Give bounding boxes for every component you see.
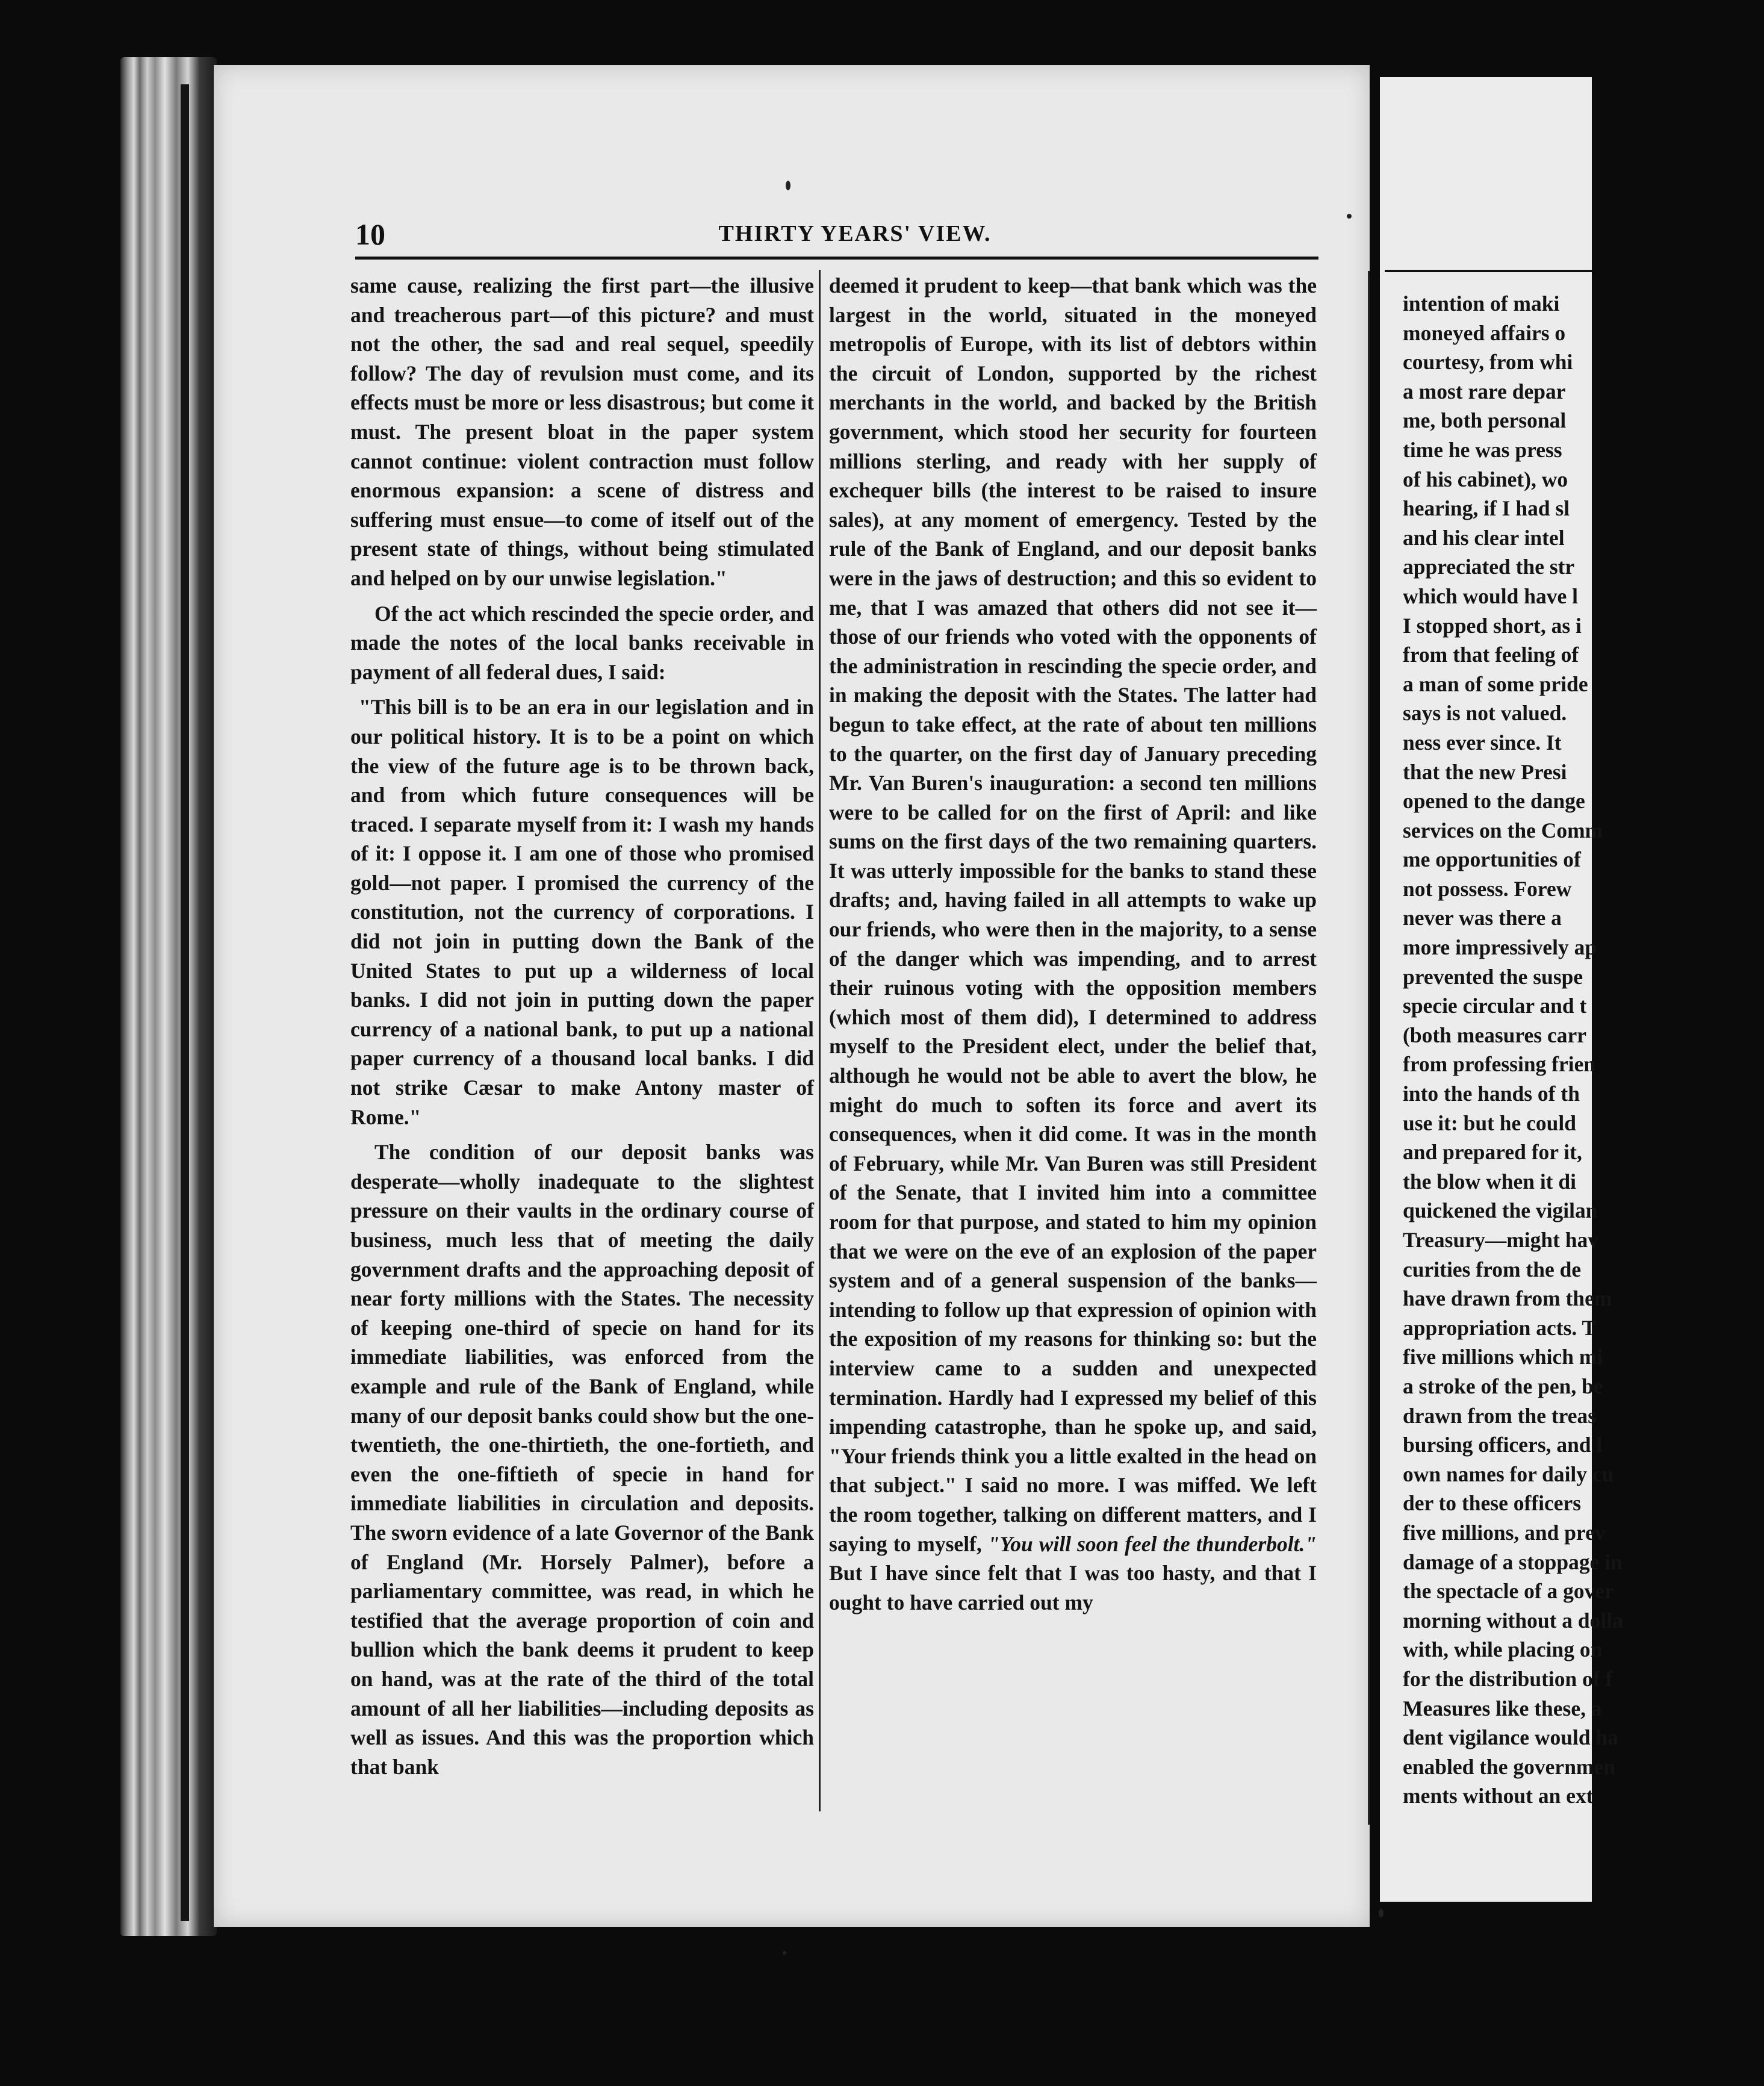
text-line: services on the Comm [1403, 818, 1603, 842]
paragraph: Of the act which rescinded the specie order, and made the notes of the local banks receivable in payment of all federal dues, I said: [350, 601, 814, 684]
text-line: for the distribution of f [1403, 1666, 1613, 1691]
paragraph [829, 271, 1317, 1617]
text-line: from professing frien [1403, 1052, 1596, 1077]
text-line: dent vigilance would ha [1403, 1725, 1619, 1750]
text-line: morning without a dolla [1403, 1608, 1623, 1633]
text-line: and prepared for it, [1403, 1140, 1582, 1165]
book-page-edges [120, 57, 217, 1936]
paragraph: same cause, realizing the first part—the illusive and treacherous part—of this picture? and must not the other, the sad and real sequel, speedily follow? The day of revulsion must come, and its effects must be more or less disastrous; but come it must. The present bloat in the paper system cannot continue: violent contraction must follow enormous expansion: a scene of distress and suffering must ensue—to come of itself out of the present state of things, without being stimulated and helped on by our unwise legislation." [350, 273, 814, 590]
text-line: Treasury—might hav [1403, 1228, 1599, 1252]
quoted-paragraph: "This bill is to be an era in our legislation and in our political history. It is to be a point on which the view of the future age is to be thrown back, and from which future consequences will be traced. I separate myself from it: I wash my hands of it: I oppose it. I am one of those who promised gold—not paper. I promised the currency of the constitution, not the currency of corporations. I did not join in putting down the Bank of the United States to put up a wilderness of local banks. I did not join in putting down the paper currency of a national bank, to put up a national paper currency of a thousand local banks. I did not strike Cæsar to make Antony master of Rome." [350, 695, 814, 1129]
text-line: from that feeling of [1403, 643, 1579, 667]
facing-page-header-rule [1385, 270, 1592, 272]
text-line: I stopped short, as i [1403, 613, 1582, 638]
running-head [355, 217, 1318, 253]
text-line: bursing officers, and l [1403, 1433, 1603, 1457]
ink-speck [1379, 1909, 1384, 1917]
column-divider [819, 270, 821, 1811]
italic-quote: "You will soon feel the thunderbolt." [987, 1531, 1317, 1556]
text-line: own names for daily cu [1403, 1462, 1614, 1486]
running-title: THIRTY YEARS' VIEW. [718, 221, 992, 246]
text-line: me opportunities of [1403, 847, 1581, 872]
text-line: time he was press [1403, 437, 1562, 462]
ink-speck [783, 1951, 786, 1955]
text-line: ments without an ext [1403, 1784, 1594, 1808]
text-line: a man of some pride [1403, 671, 1588, 696]
text-line: moneyed affairs o [1403, 320, 1566, 345]
text-line: which would have l [1403, 584, 1578, 608]
page-number: 10 [355, 217, 385, 251]
text-line: use it: but he could [1403, 1110, 1576, 1135]
book-spine [181, 84, 189, 1921]
text-line: not possess. Forew [1403, 876, 1572, 901]
text-line: the spectacle of a gover [1403, 1579, 1614, 1604]
text-column-left [350, 271, 814, 1787]
facing-page-edge-rule [1368, 271, 1370, 1825]
paragraph-text: But I have since felt that I was too hasty, and that I ought to have carried out my [829, 1561, 1317, 1614]
text-line: damage of a stoppage in [1403, 1549, 1623, 1574]
text-line: opened to the dange [1403, 789, 1585, 814]
paragraph-text: deemed it prudent to keep—that bank which was the largest in the world, situated in the moneyed metropolis of Europe, with its list of debtors within the circuit of London, supported by the richest merchants in the world, and backed by the British government, which stood her security for fourteen millions sterling, and ready with her supply of exchequer bills (the interest to be raised to insure sales), at any moment of emergency. Tested by the rule of the Bank of England, and our deposit banks were in the jaws of destruction; and this so evident to me, that I was amazed that others did not see it—those of our friends who voted with the opponents of the administration in rescinding the specie order, and in making the deposit with the States. The latter had begun to take effect, at the rate of about ten millions to the quarter, on the first day of January preceding Mr. Van Buren's inauguration: a second ten millions were to be called for on the first of April: and like sums on the first days of the two remaining quarters. It was utterly impossible for the banks to stand these drafts; and, having failed in all attempts to wake up our friends, who were then in the majority, to a sense of the danger which was impending, and to arrest their ruinous voting with the opposition members (which most of them did), I determined to address myself to the President elect, under the belief that, although he would not be able to avert the blow, he might do much to soften its force and avert its consequences, when it did come. It was in the month of February, while Mr. Van Buren was still President of the Senate, that I invited him into a committee room for that purpose, and stated to him my opinion that we were on the eve of an explosion of the paper system and of a general suspension of the banks—intending to follow up that expression of opinion with the exposition of my reasons for thinking so: but the interview came to a sudden and unexpected termination. Hardly had I expressed my belief of this impending catastrophe, than he spoke up, and said, "Your friends think you a little exalted in the head on that subject." I said no more. I was miffed. We left the room together, talking on different matters, and I saying to myself, [829, 273, 1317, 1556]
text-line: specie circular and t [1403, 994, 1587, 1018]
ink-speck [786, 181, 790, 190]
paragraph: The condition of our deposit banks was desperate—wholly inadequate to the slightest pressure on their vaults in the ordinary course of business, much less that of meeting the daily government drafts and the approaching deposit of near forty millions with the States. The necessity of keeping one-third of specie on hand for its immediate liabilities, was enforced from the example and rule of the Bank of England, while many of our deposit banks could show but the one-twentieth, the one-thirtieth, the one-fortieth, and even the one-fiftieth of specie in hand for immediate liabilities in circulation and deposits. The sworn evidence of a late Governor of the Bank of England (Mr. Horsely Palmer), before a parliamentary committee, was read, in which he testified that the average proportion of coin and bullion which the bank deems it prudent to keep on hand, was at the rate of the third of the total amount of all her liabilities—including deposits as well as issues. And this was the proportion which that bank [350, 1140, 814, 1779]
text-line: and his clear intel [1403, 525, 1565, 550]
ink-speck [1347, 214, 1352, 219]
text-line: appreciated the str [1403, 555, 1575, 579]
text-line: ness ever since. It [1403, 730, 1562, 755]
text-line: der to these officers [1403, 1491, 1582, 1516]
text-line: have drawn from them [1403, 1286, 1612, 1311]
text-line: prevented the suspe [1403, 964, 1583, 989]
text-line: appropriation acts. T [1403, 1315, 1597, 1340]
header-rule [355, 257, 1318, 260]
text-line: five millions which mi [1403, 1345, 1603, 1369]
text-line: into the hands of th [1403, 1082, 1580, 1106]
text-line: courtesy, from whi [1403, 350, 1573, 375]
text-line: (both measures carr [1403, 1023, 1586, 1047]
text-line: hearing, if I had sl [1403, 496, 1570, 521]
text-column-facing-page [1403, 289, 1764, 1811]
text-line: says is not valued. [1403, 701, 1567, 726]
text-line: me, both personal [1403, 408, 1567, 433]
text-line: Measures like these, a [1403, 1696, 1602, 1720]
text-line: that the new Presi [1403, 759, 1567, 784]
text-line: a most rare depar [1403, 379, 1566, 403]
text-line: of his cabinet), wo [1403, 467, 1568, 491]
text-line: never was there a [1403, 906, 1562, 930]
text-line: curities from the de [1403, 1257, 1582, 1281]
text-line: drawn from the treas [1403, 1403, 1597, 1428]
text-column-middle [829, 271, 1317, 1623]
text-line: enabled the governmen [1403, 1754, 1616, 1779]
text-line: more impressively ap [1403, 935, 1597, 960]
text-line: the blow when it di [1403, 1169, 1576, 1194]
text-line: intention of maki [1403, 291, 1560, 316]
text-line: a stroke of the pen, be [1403, 1374, 1603, 1398]
text-line: quickened the vigilan [1403, 1198, 1598, 1223]
text-line: five millions, and prev [1403, 1520, 1606, 1545]
text-line: with, while placing on [1403, 1637, 1603, 1662]
